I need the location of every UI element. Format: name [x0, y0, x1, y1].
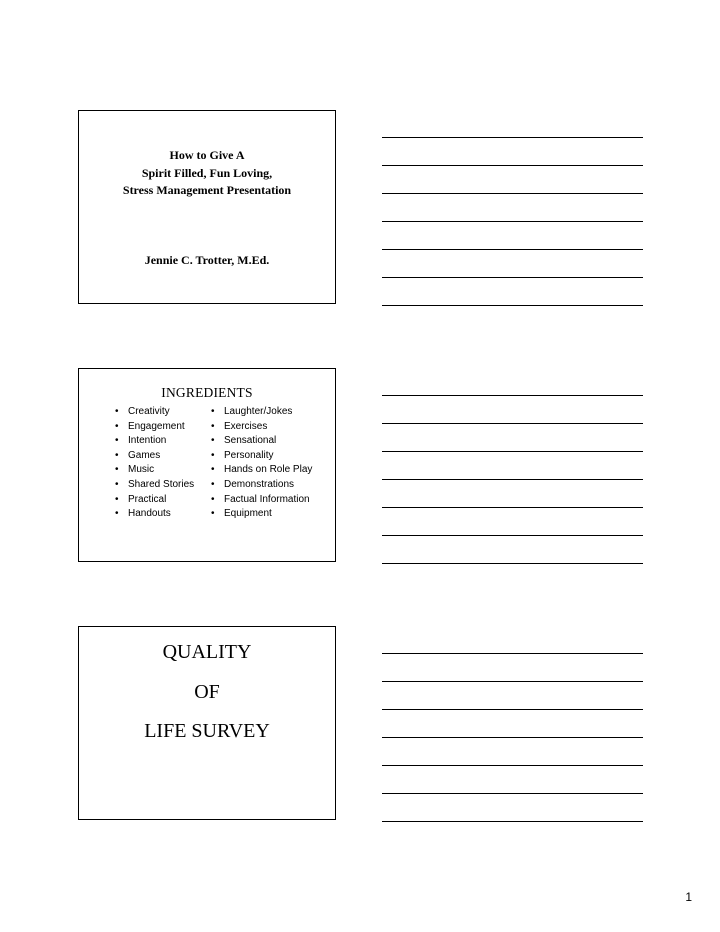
bullet-icon: •: [115, 493, 119, 505]
note-line: [382, 305, 643, 306]
note-line: [382, 821, 643, 822]
bullet-icon: •: [211, 420, 215, 432]
list-item-label: Personality: [224, 449, 274, 461]
note-line: [382, 221, 643, 222]
list-item-label: Laughter/Jokes: [224, 406, 293, 417]
ingredients-right-list: [211, 405, 312, 522]
bullet-icon: •: [211, 449, 215, 461]
list-item-label: Factual Information: [224, 493, 310, 505]
list-item: [115, 449, 194, 464]
bullet-icon: •: [211, 508, 215, 520]
list-item: [211, 434, 312, 449]
list-item-label: Equipment: [224, 508, 272, 520]
list-item: [115, 434, 194, 449]
list-item-label: Practical: [128, 493, 167, 505]
list-item-label: Demonstrations: [224, 478, 295, 490]
bullet-icon: •: [115, 435, 119, 447]
list-item: [211, 449, 312, 464]
note-line: [382, 423, 643, 424]
note-line: [382, 395, 643, 396]
list-item-label: Sensational: [224, 435, 277, 447]
slide-1-title: [79, 147, 335, 200]
note-line: [382, 479, 643, 480]
list-item: [115, 507, 194, 522]
note-line: [382, 681, 643, 682]
list-item: [211, 507, 312, 522]
slide-3-line: OF: [194, 681, 220, 703]
bullet-icon: •: [115, 406, 119, 417]
list-item-label: Exercises: [224, 420, 268, 432]
list-item: [115, 463, 194, 478]
note-line: [382, 737, 643, 738]
note-line: [382, 653, 643, 654]
bullet-icon: •: [211, 493, 215, 505]
list-item-label: Music: [128, 464, 155, 476]
list-item: [211, 405, 312, 420]
bullet-icon: •: [115, 478, 119, 490]
bullet-icon: •: [115, 449, 119, 461]
list-item: [115, 493, 194, 508]
slide-1: [78, 110, 336, 304]
list-item-label: Hands on Role Play: [224, 464, 313, 476]
bullet-icon: •: [211, 435, 215, 447]
note-line: [382, 249, 643, 250]
list-item-label: Engagement: [128, 420, 185, 432]
list-item: [211, 478, 312, 493]
list-item-label: Intention: [128, 435, 167, 447]
bullet-icon: •: [211, 464, 215, 476]
slide-3: [78, 626, 336, 820]
note-line: [382, 277, 643, 278]
note-line: [382, 165, 643, 166]
note-line: [382, 193, 643, 194]
bullet-icon: •: [115, 420, 119, 432]
list-item-label: Games: [128, 449, 161, 461]
bullet-icon: •: [115, 508, 119, 520]
list-item: [211, 493, 312, 508]
slide-1-title-line: Stress Management Presentation: [122, 183, 292, 197]
list-item: [115, 405, 194, 420]
slide-3-line: QUALITY: [162, 641, 252, 663]
list-item-label: Shared Stories: [128, 478, 195, 490]
note-line: [382, 709, 643, 710]
slide-3-line: LIFE SURVEY: [144, 720, 270, 742]
note-line: [382, 507, 643, 508]
list-item-label: Creativity: [128, 406, 170, 417]
note-line: [382, 535, 643, 536]
bullet-icon: •: [211, 406, 215, 417]
list-item: [115, 478, 194, 493]
list-item: [211, 420, 312, 435]
ingredients-left-list: [115, 405, 194, 522]
slide-2-title: INGREDIENTS: [161, 385, 253, 400]
bullet-icon: •: [211, 478, 215, 490]
bullet-icon: •: [115, 464, 119, 476]
slide-1-author: Jennie C. Trotter, M.Ed.: [144, 253, 270, 267]
note-line: [382, 765, 643, 766]
note-line: [382, 563, 643, 564]
page-number: 1: [685, 890, 692, 904]
list-item: [115, 420, 194, 435]
list-item: [211, 463, 312, 478]
note-line: [382, 793, 643, 794]
slide-2: [78, 368, 336, 562]
slide-1-title-line: Spirit Filled, Fun Loving,: [141, 165, 273, 180]
list-item-label: Handouts: [128, 508, 171, 520]
note-line: [382, 451, 643, 452]
slide-1-title-line: How to Give A: [169, 148, 245, 162]
note-line: [382, 137, 643, 138]
